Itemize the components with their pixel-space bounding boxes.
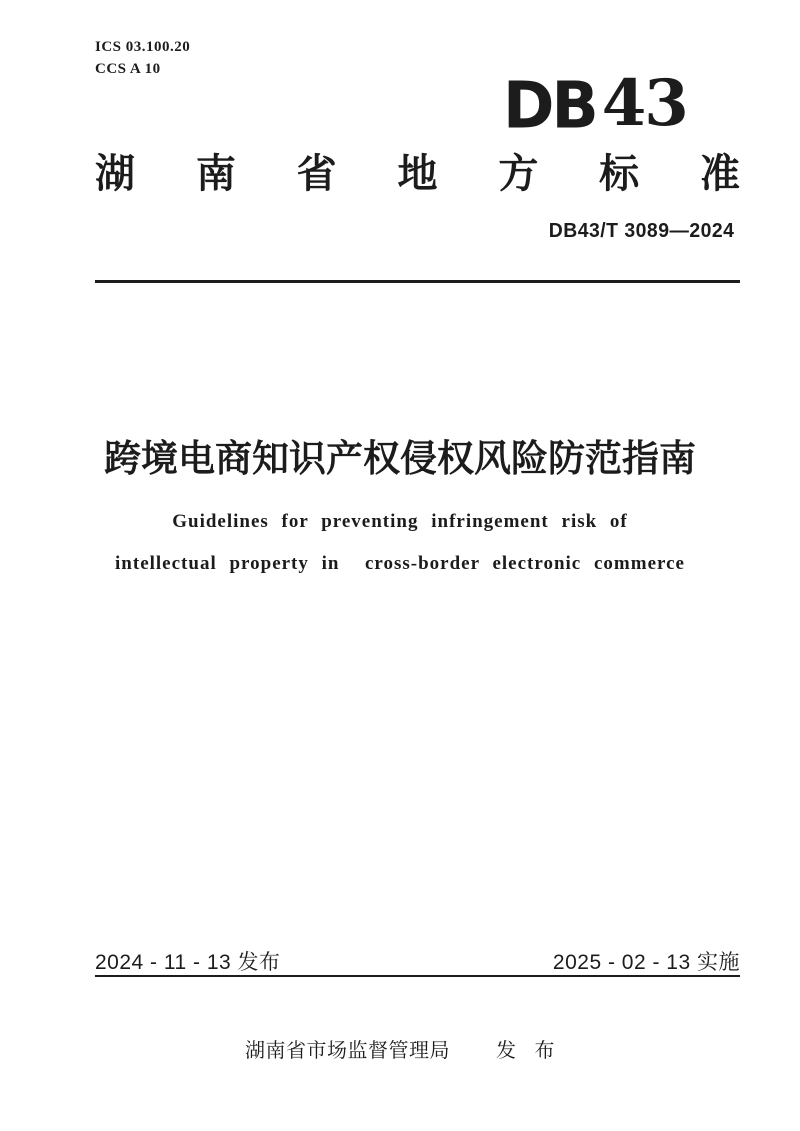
publisher-line bbox=[0, 1034, 800, 1063]
standard-number: DB43/T 3089—2024 bbox=[548, 220, 734, 242]
ics-code: ICS 03.100.20 bbox=[95, 39, 191, 55]
standard-type-heading: 湖南省地方标准 bbox=[95, 152, 740, 196]
publish-label: 发 布 bbox=[495, 1040, 556, 1062]
db43-logo bbox=[503, 66, 687, 143]
publisher-name: 湖南省市场监督管理局 bbox=[244, 1040, 450, 1062]
classification-codes bbox=[95, 36, 190, 80]
db43-logo-db: DB bbox=[503, 67, 596, 143]
document-title-cn: 跨境电商知识产权侵权风险防范指南 bbox=[104, 438, 696, 479]
footer-rule bbox=[95, 975, 740, 977]
date-row bbox=[95, 946, 740, 976]
document-title-en-line2: intellectual property in cross-border electronic commerce bbox=[115, 553, 685, 574]
issue-date: 2024 - 11 - 13 发布 bbox=[95, 951, 281, 974]
header-rule bbox=[95, 280, 740, 283]
implementation-date: 2025 - 02 - 13 实施 bbox=[552, 951, 740, 974]
ccs-code: CCS A 10 bbox=[95, 61, 161, 77]
document-title-en bbox=[0, 501, 800, 585]
document-title-en-line1: Guidelines for preventing infringement risk of bbox=[172, 511, 628, 532]
db43-logo-number: 43 bbox=[601, 66, 687, 141]
